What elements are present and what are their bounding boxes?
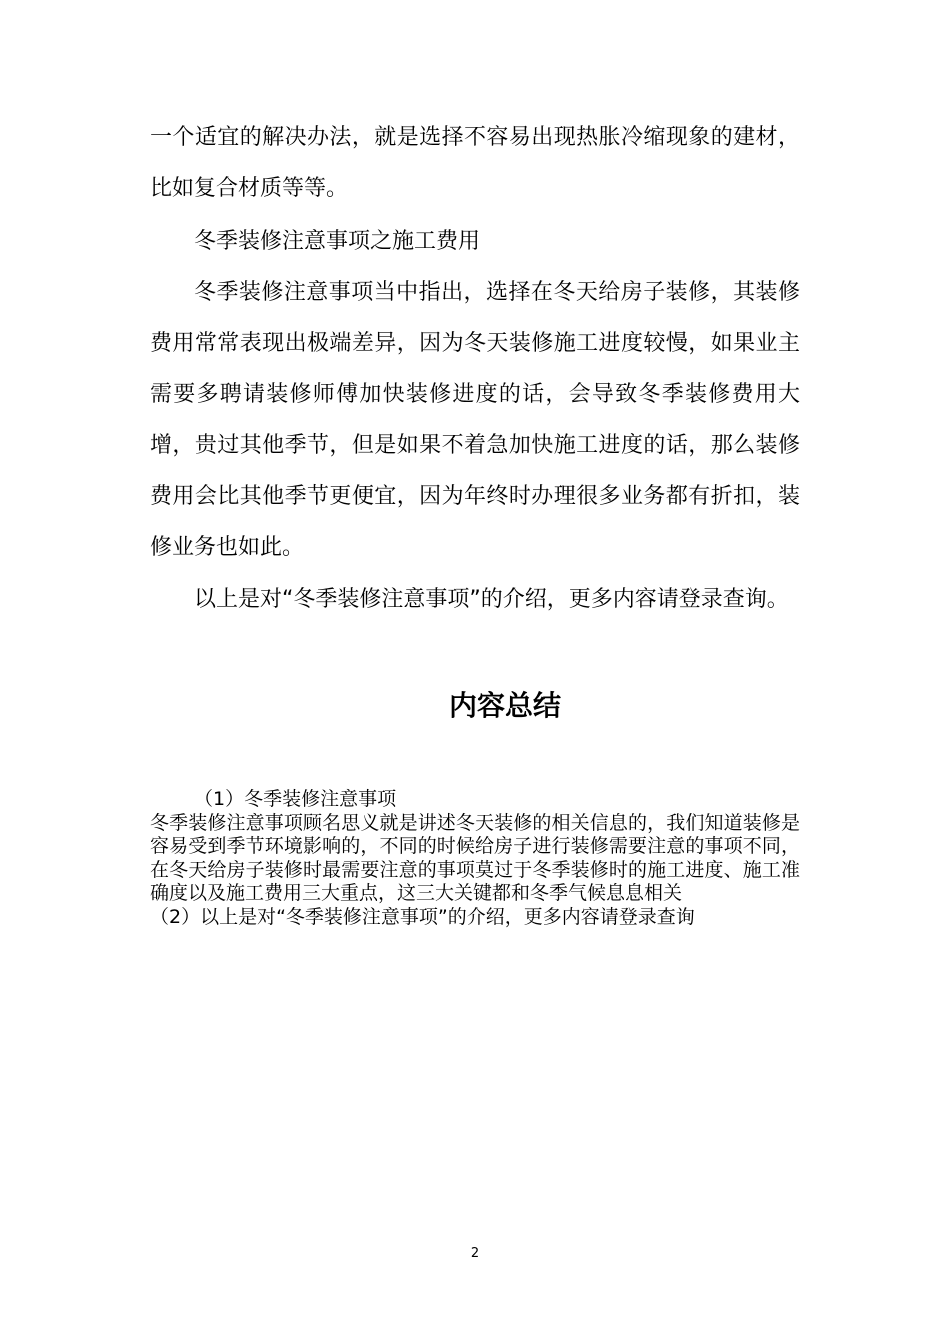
- page-number: 2: [470, 1246, 480, 1261]
- intro-paragraph: 一个适宜的解决办法，就是选择不容易出现热胀冷缩现象的建材，比如复合材质等等。: [150, 125, 800, 201]
- section-heading: 冬季装修注意事项之施工费用: [194, 229, 481, 254]
- summary-item-1-body: 冬季装修注意事项顾名思义就是讲述冬天装修的相关信息的，我们知道装修是容易受到季节环境影响的，不同的时候给房子进行装修需要注意的事项不同，在冬天给房子装修时最需要注意的事项莫过于冬季装修时的施工进度、施工准确度以及施工费用三大重点，这三大关键都和冬季气候息息相关: [150, 811, 800, 904]
- summary-title: 内容总结: [448, 689, 561, 722]
- cost-paragraph: 冬季装修注意事项当中指出，选择在冬天给房子装修，其装修费用常常表现出极端差异，因为冬天装修施工进度较慢，如果业主需要多聘请装修师傅加快装修进度的话，会导致冬季装修费用大增，贵过其他季节，但是如果不着急加快施工进度的话，那么装修费用会比其他季节更便宜，因为年终时办理很多业务都有折扣，装修业务也如此。: [150, 280, 800, 560]
- summary-item-2: （2）以上是对“冬季装修注意事项”的介绍，更多内容请登录查询: [150, 905, 695, 928]
- summary-item-1-label: （1）冬季装修注意事项: [194, 788, 397, 810]
- closing-paragraph: 以上是对“冬季装修注意事项”的介绍，更多内容请登录查询。: [194, 587, 789, 612]
- summary-section: [150, 788, 800, 929]
